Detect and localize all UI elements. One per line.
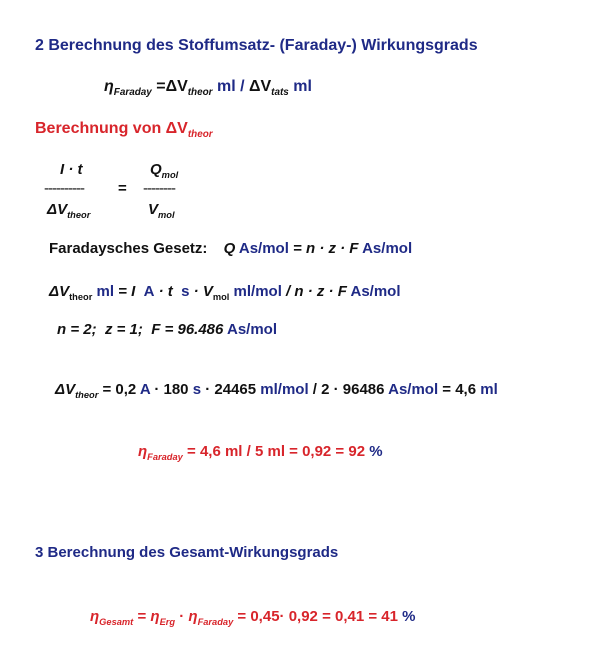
volume-term: · V [189, 283, 213, 300]
unit-asmol-2: As/mol [358, 240, 413, 257]
calc-current: = 0,2 [98, 381, 140, 398]
theor-subscript: theor [187, 86, 213, 98]
eta-faraday-result [138, 443, 383, 460]
calc-ampere: A [139, 381, 151, 398]
eta-total-symbol: η [90, 608, 100, 625]
tats-subscript: tats [271, 86, 289, 98]
mol-subscript-v: mol [158, 209, 175, 220]
fraction-equals: = [118, 180, 127, 197]
q-charge: Q [223, 240, 236, 257]
mol-sub-3: mol [212, 291, 230, 302]
efficiency-formula [104, 78, 312, 96]
calc-asmol: As/mol [388, 381, 439, 398]
f-value: F = 96.486 [151, 321, 224, 338]
fraction-left-bottom [47, 201, 90, 218]
eta-erg-symbol: η [150, 608, 160, 625]
eta-faraday-expr: = 4,6 ml / 5 ml = 0,92 = 92 [182, 443, 370, 460]
multiply-dot: · [175, 608, 189, 625]
section2-heading: 2 Berechnung des Stoffumsatz- (Faraday-) Wirkungsgrads [35, 37, 478, 54]
calc-time: · 180 [150, 381, 193, 398]
mol-subscript-q: mol [161, 169, 179, 180]
theor-subscript-frac: theor [67, 209, 91, 220]
nzf-divisor: / n · z · F [281, 283, 347, 300]
mlmol-unit: ml/mol [229, 283, 282, 300]
fraction-left-top [60, 161, 83, 178]
dv-symbol: ΔV [47, 201, 68, 218]
unit-asmol-1: As/mol [235, 240, 289, 257]
gesamt-sub: Gesamt [99, 616, 134, 627]
asmol-unit-3: As/mol [346, 283, 401, 300]
calc-result: = 4,6 [438, 381, 481, 398]
percent-sign-2: % [402, 608, 416, 625]
theor-sub-3: theor [75, 389, 99, 400]
dv-calculation [55, 381, 498, 398]
z-value: z = 1; [104, 321, 143, 338]
erg-sub: Erg [159, 616, 176, 627]
ml-unit-2: ml [288, 78, 312, 95]
calc-mlmol: ml/mol [260, 381, 309, 398]
far-sub: Faraday [197, 616, 234, 627]
eta-total-formula [90, 608, 415, 625]
dv-formula [49, 283, 401, 300]
subsection-heading [35, 120, 213, 138]
q-symbol: Q [150, 161, 162, 178]
calc-divisor: / 2 · 96486 [308, 381, 389, 398]
n-value: n = 2; [57, 321, 97, 338]
eq-current: = I [114, 283, 136, 300]
eta-far-symbol: η [188, 608, 198, 625]
eta-symbol-result: η [138, 443, 148, 460]
dv-tats: ΔV [248, 78, 272, 95]
faraday-law-label: Faradaysches Gesetz: [49, 240, 208, 257]
subsection-heading-subscript: theor [187, 128, 213, 140]
v-symbol: V [148, 201, 159, 218]
eta-symbol: η [104, 78, 114, 95]
fraction-right-dashes: -------- [143, 180, 175, 197]
ampere-unit: A [143, 283, 155, 300]
section3-heading: 3 Berechnung des Gesamt-Wirkungsgrads [35, 544, 339, 561]
calc-volume: · 24465 [201, 381, 261, 398]
f-unit: As/mol [223, 321, 277, 338]
eta-subscript: Faraday [113, 86, 152, 98]
dv-symbol-2: ΔV [49, 283, 70, 300]
constants-line [57, 321, 277, 338]
eta-total-eq: = [133, 608, 151, 625]
calc-seconds: s [192, 381, 202, 398]
eta-faraday-sub: Faraday [147, 451, 183, 462]
ml-unit: ml / [212, 78, 249, 95]
fraction-right-bottom [148, 201, 175, 218]
theor-sub-2: theor [69, 291, 93, 302]
percent-sign: % [369, 443, 383, 460]
eta-total-result: = 0,45· 0,92 = 0,41 = 41 [233, 608, 403, 625]
fraction-right-top [150, 161, 178, 178]
dv-symbol-3: ΔV [55, 381, 76, 398]
ml-unit-3: ml [92, 283, 115, 300]
calc-ml: ml [480, 381, 498, 398]
fraction-left-dashes: ---------- [44, 180, 84, 197]
subsection-heading-text: Berechnung von ΔV [35, 120, 188, 137]
time-term: · t [154, 283, 173, 300]
nzf-expression: = n · z · F [288, 240, 359, 257]
equals-dv: =ΔV [151, 78, 188, 95]
faraday-law [49, 240, 412, 257]
it-product: I · t [60, 161, 83, 178]
seconds-unit: s [181, 283, 190, 300]
